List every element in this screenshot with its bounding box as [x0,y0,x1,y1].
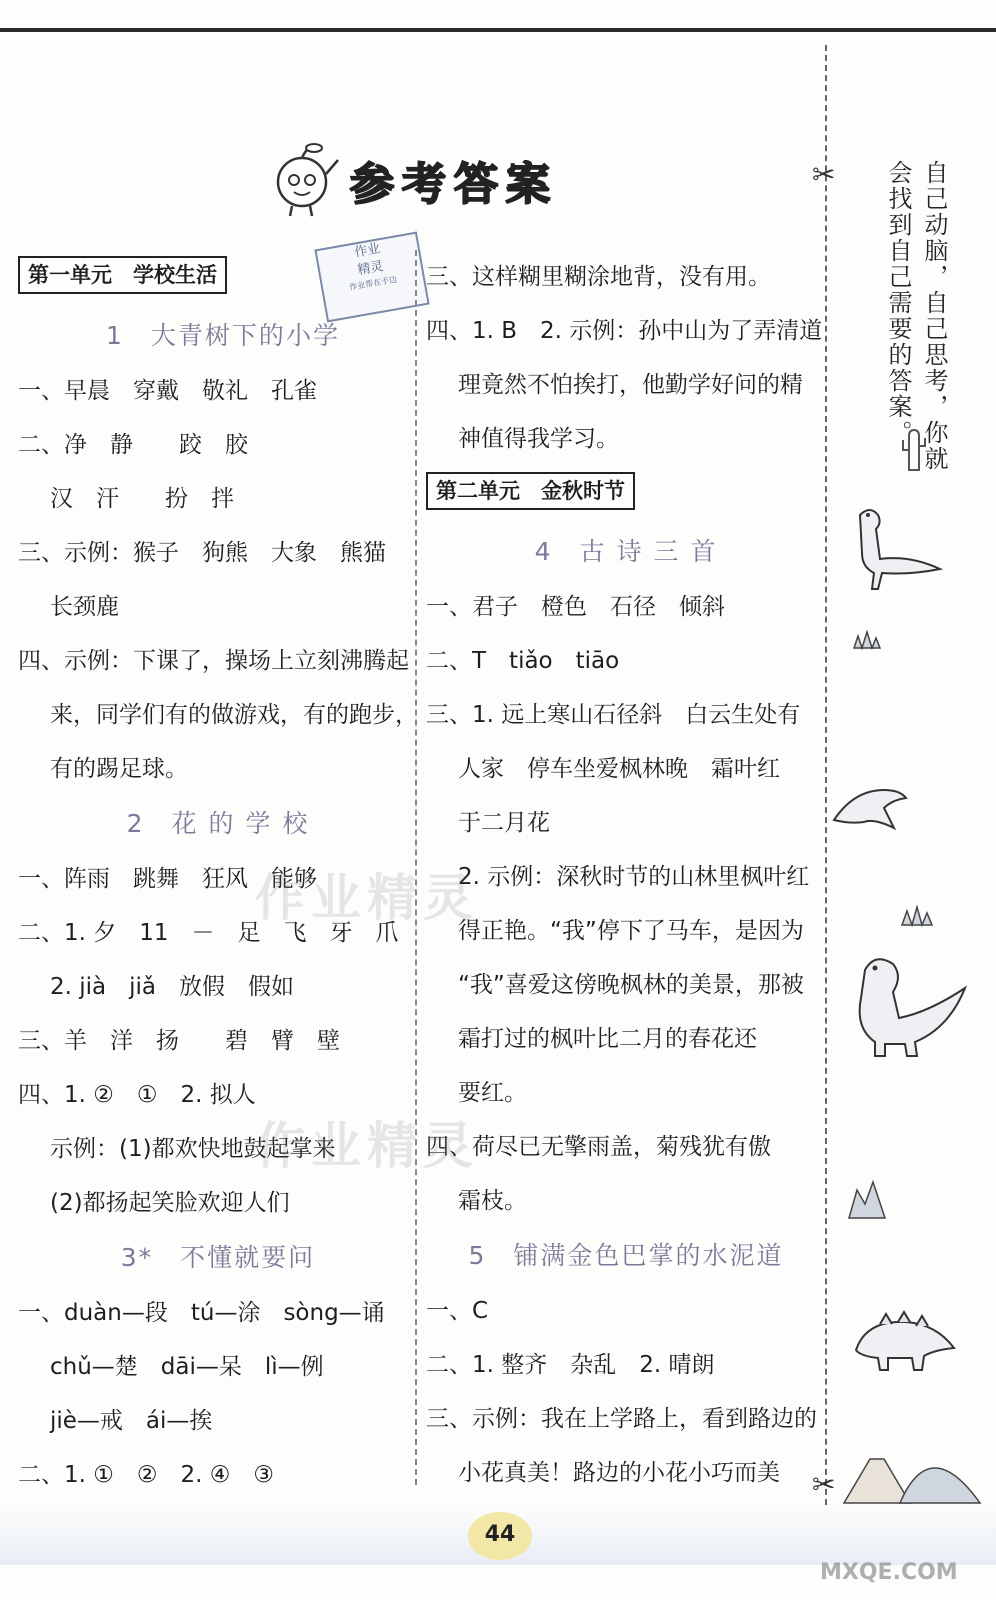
watermark-corner: MXQE.COM [820,1560,958,1585]
scissors-icon: ✂ [812,1468,836,1501]
answer-line: 一、君子 橙色 石径 倾斜 [426,594,725,620]
section-title-2: 2 花 的 学 校 [126,809,310,838]
dinosaur-icon [845,950,970,1060]
stamp-line-1: 作业 [353,241,382,261]
section-title-4: 4 古 诗 三 首 [534,537,718,566]
answer-line: chǔ—楚 dāi—呆 lì—例 [50,1354,324,1380]
cut-line [825,45,827,1525]
watermark: 作业精灵 [255,869,479,927]
answer-line: 三、羊 洋 扬 碧 臂 壁 [18,1028,340,1054]
grass-icon [852,630,882,650]
cactus-icon [895,428,935,472]
answer-line: 三、示例：我在上学路上，看到路边的 [426,1406,817,1432]
answer-line: 2. 示例：深秋时节的山林里枫叶红 [458,864,810,890]
answer-line: 三、示例：猴子 狗熊 大象 熊猫 [18,540,386,566]
unit-heading-2: 第二单元 金秋时节 [426,472,635,510]
answer-line: 人家 停车坐爱枫林晚 霜叶红 [458,756,780,782]
answer-line: 2. jià jiǎ 放假 假如 [50,974,295,1000]
answer-line: 一、阵雨 跳舞 狂风 能够 [18,866,317,892]
answer-line: 一、duàn—段 tú—涂 sòng—诵 [18,1300,385,1326]
answer-line: 汉 汗 扮 拌 [50,486,234,512]
answer-line: 四、示例：下课了，操场上立刻沸腾起 [18,648,409,674]
flying-dinosaur-icon [830,780,910,840]
grass-icon [900,905,934,927]
answer-line: 长颈鹿 [50,594,119,620]
answer-line: 四、1. B 2. 示例：孙中山为了弄清道 [426,318,823,344]
watermark: 作业精灵 [255,1117,479,1175]
answer-line: (2)都扬起笑脸欢迎人们 [50,1190,290,1216]
section-title-5: 5 铺满金色巴掌的水泥道 [468,1241,784,1270]
stegosaurus-icon [850,1310,960,1380]
section-title-1: 1 大青树下的小学 [106,321,340,350]
rock-icon [845,1180,890,1220]
title-banner [270,140,590,230]
answer-line: 四、1. ② ① 2. 拟人 [18,1082,256,1108]
answer-line: 小花真美！路边的小花小巧而美 [458,1460,780,1486]
page-title: 参考答案 [350,159,558,210]
answer-line: 一、C [426,1298,489,1324]
answer-line: 四、荷尽已无擎雨盖，菊残犹有傲 [426,1134,771,1160]
answer-line: “我”喜爱这傍晚枫林的美景，那被 [458,972,804,998]
unit-heading-1: 第一单元 学校生活 [18,256,227,294]
answer-line: 要红。 [458,1080,527,1106]
answer-line: 二、1. ① ② 2. ④ ③ [18,1462,274,1488]
answer-line: 有的踢足球。 [50,756,188,782]
scissors-icon: ✂ [812,158,836,191]
answer-line: 霜枝。 [458,1188,527,1214]
apple-mascot-icon [270,140,340,218]
answer-line: 得正艳。“我”停下了马车，是因为 [458,918,804,944]
volcano-icon [840,1435,990,1505]
answer-line: 一、早晨 穿戴 敬礼 孔雀 [18,378,317,404]
answer-line: 示例：(1)都欢快地鼓起掌来 [50,1136,336,1162]
answer-line: 二、净 静 跤 胶 [18,432,248,458]
stamp-line-3: 作业帮在手边 [348,274,398,293]
stamp-line-2: 精灵 [356,258,385,279]
top-rule [0,28,996,32]
answer-line: 于二月花 [458,810,550,836]
side-tip: 自己动脑，自己思考，你就会找到自己需要的答案。 [884,160,948,472]
dinosaur-icon [850,505,960,595]
answer-line: 二、T tiǎo tiāo [426,648,620,674]
right-column [426,250,826,1500]
answer-line: 二、1. 夕 11 － 足 飞 牙 爪 [18,920,399,946]
answer-line: 二、1. 整齐 杂乱 2. 晴朗 [426,1352,715,1378]
answer-line: 来，同学们有的做游戏，有的跑步， [50,702,418,728]
answer-line: 三、1. 远上寒山石径斜 白云生处有 [426,702,801,728]
answer-line: 神值得我学习。 [458,426,619,452]
answer-line: 理竟然不怕挨打，他勤学好问的精 [458,372,803,398]
answer-line: 三、这样糊里糊涂地背，没有用。 [426,264,771,290]
page-number: 44 [484,1522,516,1547]
answer-line: jiè—戒 ái—挨 [50,1408,213,1434]
answer-line: 霜打过的枫叶比二月的春花还 [458,1026,757,1052]
section-title-3: 3* 不懂就要问 [120,1243,316,1272]
